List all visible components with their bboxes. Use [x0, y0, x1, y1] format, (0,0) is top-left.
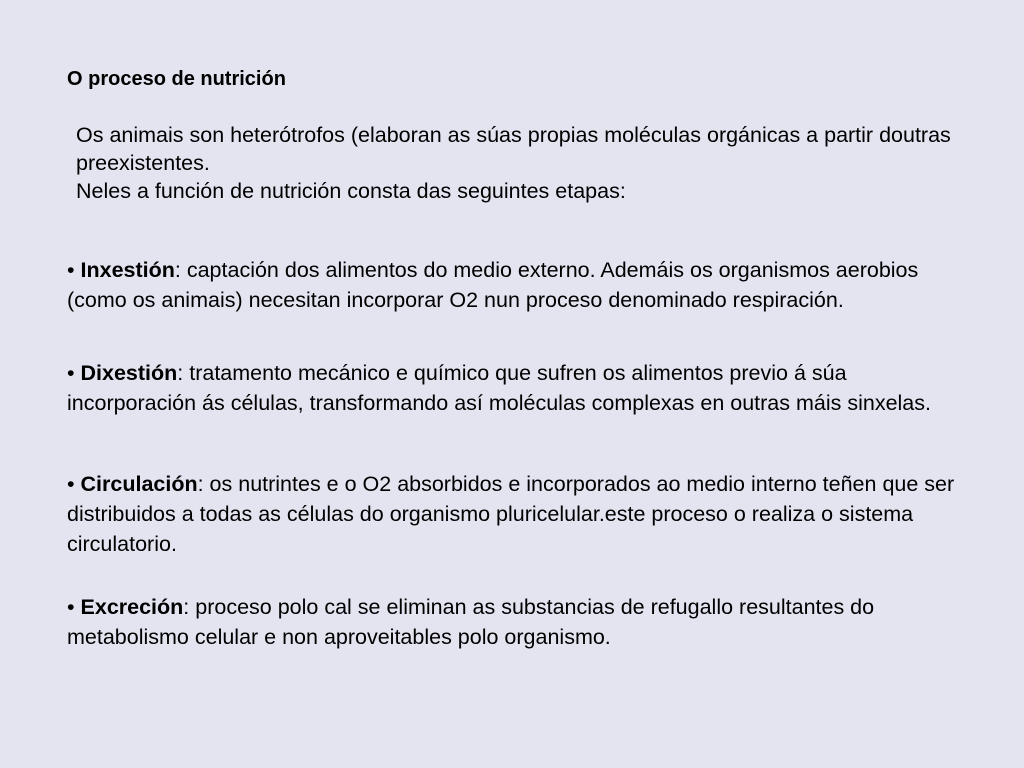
- bullet-item-excrecion: [67, 592, 967, 652]
- bullet-item-circulacion: [67, 469, 967, 559]
- bullet-marker: •: [67, 595, 75, 619]
- intro-line: Os animais son heterótrofos (elaboran as súas propias moléculas orgánicas a partir doutras preexistentes.: [76, 123, 951, 175]
- bullet-term: Inxestión: [80, 258, 175, 282]
- bullet-item-inxestion: [67, 255, 967, 315]
- bullet-text: : proceso polo cal se eliminan as substancias de refugallo resultantes do metabolismo celular e non aproveitables polo organismo.: [67, 595, 875, 649]
- intro-paragraph: [76, 121, 976, 205]
- bullet-marker: •: [67, 258, 75, 282]
- bullet-marker: •: [67, 472, 75, 496]
- bullet-text: : tratamento mecánico e químico que sufren os alimentos previo á súa incorporación ás células, transformando así moléculas complexas en outras máis sinxelas.: [67, 361, 931, 415]
- bullet-item-dixestion: [67, 358, 967, 418]
- bullet-text: : captación dos alimentos do medio externo. Ademáis os organismos aerobios (como os animais) necesitan incorporar O2 nun proceso denominado respiración.: [67, 258, 919, 312]
- slide-title: O proceso de nutrición: [67, 68, 286, 90]
- bullet-marker: •: [67, 361, 75, 385]
- bullet-term: Dixestión: [80, 361, 178, 385]
- bullet-term: Circulación: [80, 472, 198, 496]
- intro-line: Neles a función de nutrición consta das seguintes etapas:: [76, 179, 626, 203]
- bullet-text: : os nutrintes e o O2 absorbidos e incorporados ao medio interno teñen que ser distribuidos a todas as células do organismo pluricelular.este proceso o realiza o sistema circulatorio.: [67, 472, 955, 556]
- bullet-term: Excreción: [80, 595, 184, 619]
